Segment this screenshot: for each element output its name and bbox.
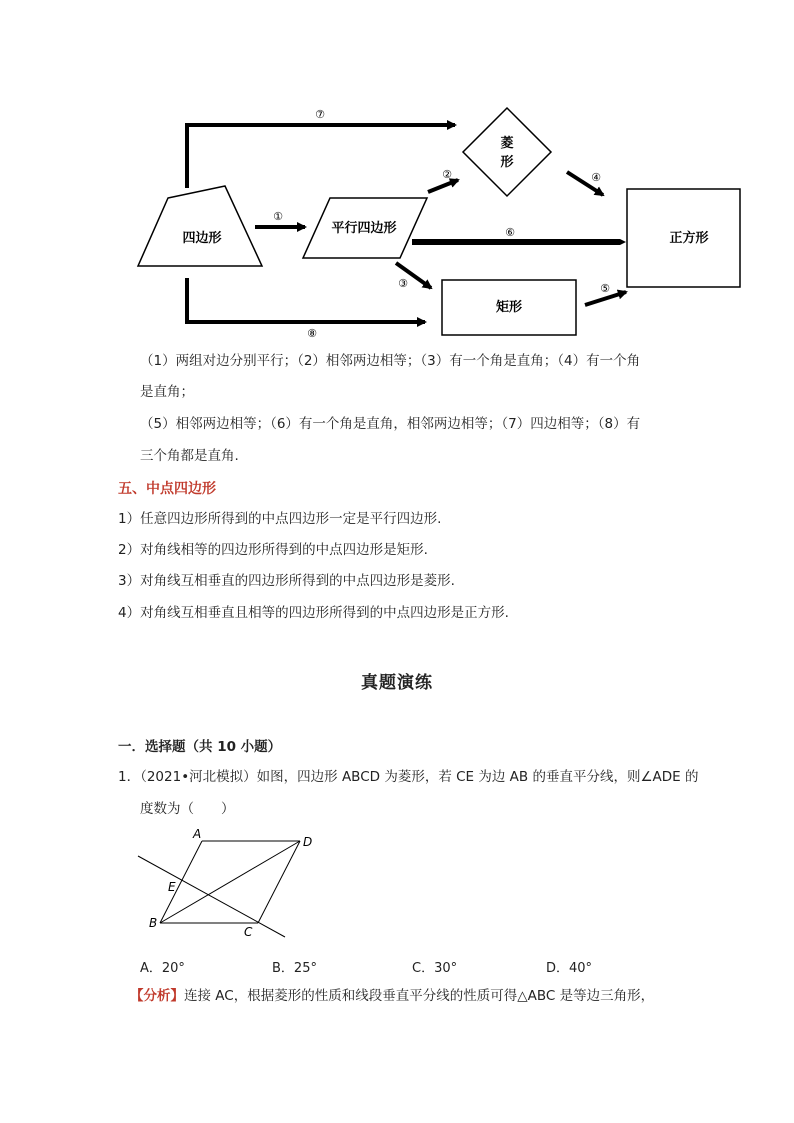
arrow-2-label: ② bbox=[442, 168, 452, 181]
option-a[interactable]: A．20° bbox=[140, 961, 185, 976]
point-a-label: A bbox=[193, 827, 202, 841]
arrow-7-label: ⑦ bbox=[315, 108, 325, 121]
rectangle-label: 矩形 bbox=[495, 300, 523, 315]
arrow-5-label: ⑤ bbox=[600, 282, 610, 295]
line-ce bbox=[138, 856, 285, 937]
point-b-label: B bbox=[149, 916, 158, 930]
analysis-text: 连接 AC，根据菱形的性质和线段垂直平分线的性质可得△ABC 是等边三角形， bbox=[184, 988, 655, 1004]
option-d[interactable]: D．40° bbox=[546, 961, 593, 976]
arrow-4-label: ④ bbox=[591, 171, 601, 184]
point-c-label: C bbox=[244, 925, 253, 939]
quadrilateral-label: 四边形 bbox=[182, 231, 222, 246]
arrow-6 bbox=[412, 239, 626, 245]
quadrilateral-shape bbox=[138, 186, 262, 266]
section-5-title: 五、中点四边形 bbox=[118, 481, 216, 497]
section-5-item-2: 2）对角线相等的四边形所得到的中点四边形是矩形. bbox=[118, 542, 428, 558]
rhombus-label-2: 形 bbox=[500, 155, 514, 170]
conditions-line-1: （1）两组对边分别平行；（2）相邻两边相等；（3）有一个角是直角；（4）有一个角 bbox=[140, 353, 641, 369]
question-1-line-1: 1．（2021•河北模拟）如图，四边形 ABCD 为菱形，若 CE 为边 AB 的垂直平分线，则∠ADE 的 bbox=[118, 769, 699, 785]
section-5-item-4: 4）对角线互相垂直且相等的四边形所得到的中点四边形是正方形. bbox=[118, 605, 509, 621]
arrow-3-label: ③ bbox=[398, 277, 408, 290]
point-e-label: E bbox=[168, 880, 176, 894]
rhombus-label-1: 菱 bbox=[500, 136, 514, 151]
square-label: 正方形 bbox=[669, 231, 709, 246]
question-1-line-2: 度数为（ ） bbox=[140, 801, 235, 817]
practice-subtitle: 一．选择题（共 10 小题） bbox=[118, 739, 282, 755]
arrow-2 bbox=[428, 180, 458, 192]
conditions-line-4: 三个角都是直角. bbox=[140, 448, 239, 464]
option-c[interactable]: C．30° bbox=[412, 961, 458, 976]
point-d-label: D bbox=[303, 835, 313, 849]
section-5-item-3: 3）对角线互相垂直的四边形所得到的中点四边形是菱形. bbox=[118, 573, 455, 589]
section-5-item-1: 1）任意四边形所得到的中点四边形一定是平行四边形. bbox=[118, 511, 442, 527]
conditions-line-3: （5）相邻两边相等；（6）有一个角是直角，相邻两边相等；（7）四边相等；（8）有 bbox=[140, 416, 641, 432]
rhombus-shape bbox=[463, 108, 551, 196]
arrow-6-label: ⑥ bbox=[505, 226, 515, 239]
rhombus-abcd-figure bbox=[130, 826, 320, 944]
practice-title: 真题演练 bbox=[361, 673, 433, 693]
option-b[interactable]: B．25° bbox=[272, 961, 317, 976]
analysis-tag: 【分析】 bbox=[130, 988, 184, 1004]
conditions-line-2: 是直角； bbox=[140, 384, 194, 400]
arrow-8-label: ⑧ bbox=[307, 327, 317, 340]
analysis-line bbox=[130, 986, 654, 1006]
parallelogram-label: 平行四边形 bbox=[331, 221, 397, 236]
arrow-1-label: ① bbox=[273, 210, 283, 223]
quadrilateral-classification-diagram bbox=[0, 0, 794, 345]
